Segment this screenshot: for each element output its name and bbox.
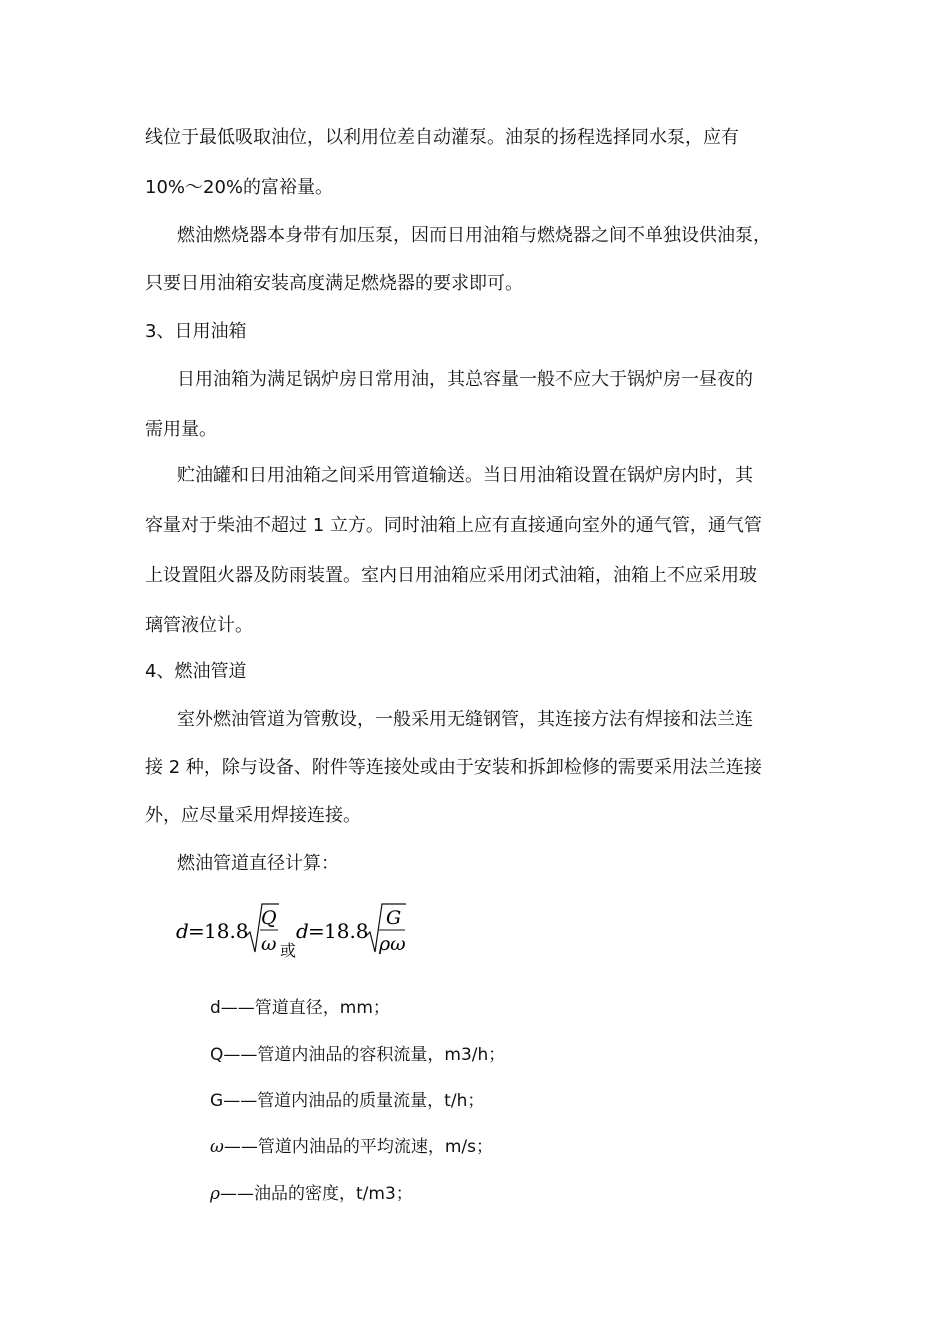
definition-symbol: Q (210, 1045, 224, 1065)
paragraph-line: 上设置阻火器及防雨装置。室内日用油箱应采用闭式油箱，油箱上不应采用玻 (145, 565, 757, 586)
formula-lhs-2: d (296, 919, 309, 943)
definition-symbol: ω (210, 1137, 224, 1157)
paragraph-line: 燃油燃烧器本身带有加压泵，因而日用油箱与燃烧器之间不单独设供油泵， (177, 225, 771, 246)
paragraph-line: 燃油管道直径计算： (177, 853, 339, 874)
paragraph-line: 璃管液位计。 (145, 615, 253, 636)
definition-text: ——管道内油品的平均流速，m/s； (223, 1137, 494, 1157)
formula-coef-2: 18.8 (324, 919, 369, 943)
definition-text: ——管道内油品的容积流量，m3/h； (223, 1045, 506, 1065)
formula-eq-2: = (308, 919, 325, 943)
definition-symbol: d (210, 998, 221, 1018)
section-heading: 3、日用油箱 (145, 321, 247, 342)
formula-lhs-1: d (176, 919, 189, 943)
paragraph-line: 接 2 种，除与设备、附件等连接处或由于安装和拆卸检修的需要采用法兰连接 (145, 757, 762, 778)
section-heading: 4、燃油管道 (145, 661, 247, 682)
definition-symbol: ρ (210, 1184, 220, 1204)
paragraph-line: 10%～20%的富裕量。 (145, 177, 334, 198)
paragraph-line: 日用油箱为满足锅炉房日常用油，其总容量一般不应大于锅炉房一昼夜的 (177, 369, 753, 390)
formula-eq-1: = (188, 919, 205, 943)
paragraph-line: 室外燃油管道为管敷设，一般采用无缝钢管，其连接方法有焊接和法兰连 (177, 709, 753, 730)
formula-denominator-1: ω (261, 933, 277, 955)
formula-coef-1: 18.8 (204, 919, 249, 943)
paragraph-line: 需用量。 (145, 419, 217, 440)
pipe-diameter-formula (176, 900, 436, 964)
paragraph-line: 外，应尽量采用焊接连接。 (145, 805, 361, 826)
definition-text: ——管道直径，mm； (220, 998, 390, 1018)
definition-item (210, 1135, 493, 1159)
paragraph-line: 只要日用油箱安装高度满足燃烧器的要求即可。 (145, 273, 523, 294)
formula-connector: 或 (280, 941, 297, 960)
definition-item (210, 1182, 413, 1206)
definition-item (210, 1043, 505, 1067)
formula-numerator-2: G (386, 907, 402, 929)
definition-item (210, 1089, 484, 1113)
definition-text: ——管道内油品的质量流量，t/h； (223, 1091, 485, 1111)
paragraph-line: 线位于最低吸取油位，以利用位差自动灌泵。油泵的扬程选择同水泵，应有 (145, 127, 739, 148)
definition-text: ——油品的密度，t/m3； (220, 1184, 413, 1204)
formula-svg (176, 900, 436, 964)
paragraph-line: 容量对于柴油不超过 1 立方。同时油箱上应有直接通向室外的通气管，通气管 (145, 515, 762, 536)
formula-numerator-1: Q (261, 907, 277, 929)
paragraph-line: 贮油罐和日用油箱之间采用管道输送。当日用油箱设置在锅炉房内时，其 (177, 465, 753, 486)
definition-item (210, 996, 390, 1020)
definition-symbol: G (210, 1091, 224, 1111)
formula-denominator-2: ρω (379, 933, 406, 955)
